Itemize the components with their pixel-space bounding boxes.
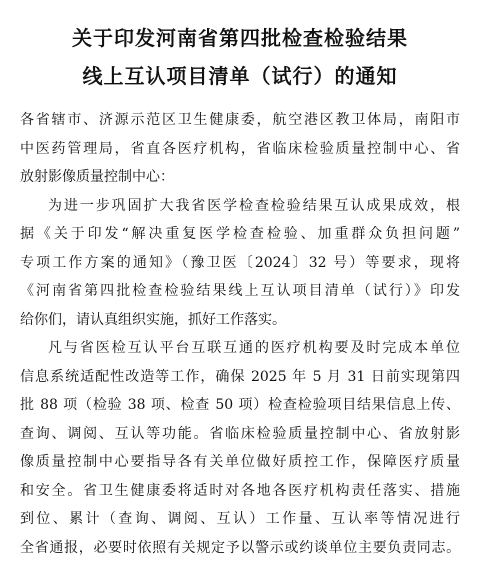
body-line: 凡与省医检互认平台互联互通的医疗机构要及时完成本单位 (48, 340, 460, 356)
body-line: 给你们，请认真组织实施，抓好工作落实。 (20, 311, 286, 328)
body-line: 专项工作方案的通知》（豫卫医〔2024〕32 号）等要求，现将 (20, 254, 460, 271)
body-line: 信息系统适配性改造等工作，确保 2025 年 5 月 31 日前实现第四 (20, 368, 460, 385)
body-line: 为进一步巩固扩大我省医学检查检验结果互认成果成效，根 (48, 197, 460, 214)
body-line: 查询、调阅、互认等功能。省临床检验质量控制中心、省放射影 (20, 425, 460, 442)
body-line: 据《关于印发“解决重复医学检查检验、加重群众负担问题” (20, 226, 460, 242)
document-title-line-2: 线上互认项目清单（试行）的通知 (82, 64, 398, 88)
body-line: 到位、累计（查询、调阅、互认）工作量、互认率等情况进行 (20, 511, 460, 527)
body-line: 中医药管理局，省直各医疗机构，省临床检验质量控制中心、省 (20, 140, 460, 157)
body-line: 和安全。省卫生健康委将适时对各地各医疗机构责任落实、措施 (20, 482, 460, 499)
body-line: 像质量控制中心要指导各有关单位做好质控工作，保障医疗质量 (20, 454, 460, 470)
body-line: 全省通报，必要时依照有关规定予以警示或约谈单位主要负责同志。 (20, 539, 460, 556)
body-line: 放射影像质量控制中心： (20, 169, 174, 185)
document-title-line-1: 关于印发河南省第四批检查检验结果 (72, 26, 408, 50)
body-line: 《河南省第四批检查检验结果线上互认项目清单（试行）》印发 (20, 283, 460, 299)
body-line: 批 88 项（检验 38 项、检查 50 项）检查检验项目结果信息上传、 (20, 397, 460, 413)
body-line: 各省辖市、济源示范区卫生健康委，航空港区教卫体局，南阳市 (20, 112, 460, 128)
